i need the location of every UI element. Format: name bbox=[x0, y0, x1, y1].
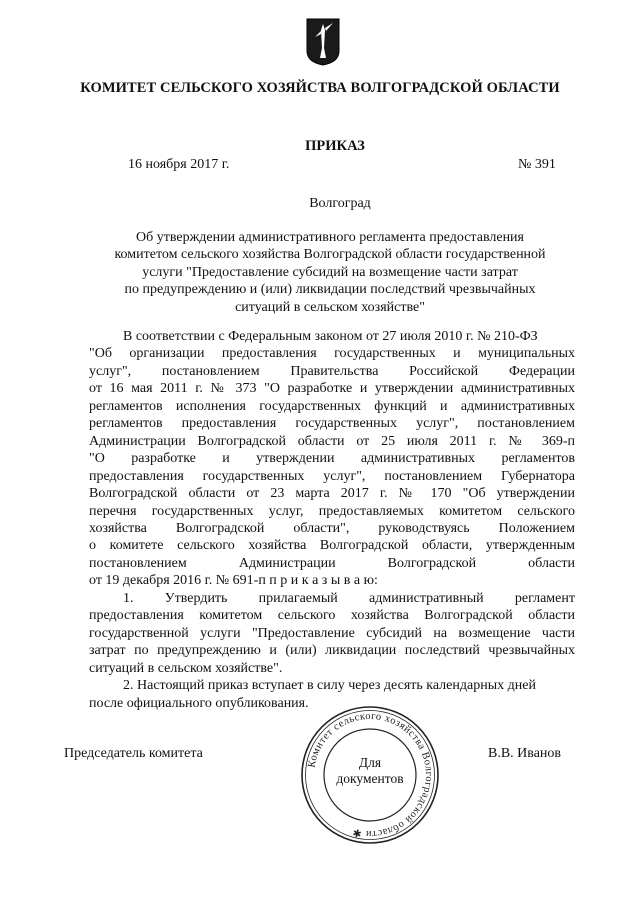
stamp-center-text bbox=[310, 755, 430, 787]
subject-line: ситуаций в сельском хозяйстве" bbox=[235, 299, 425, 315]
body-line: В соответствии с Федеральным законом от 27 июля 2010 г. № 210-ФЗ bbox=[123, 329, 538, 344]
body-line: 2. Настоящий приказ вступает в силу через десять календарных дней bbox=[123, 678, 536, 694]
body-line: Администрации Волгоградской области от 25 июля 2011 г. № 369-п bbox=[89, 433, 575, 449]
body-line: хозяйства Волгоградской области", руководствуясь Положением bbox=[89, 520, 575, 536]
subject-line: услуги "Предоставление субсидий на возмещение части затрат bbox=[142, 264, 518, 280]
order-subject bbox=[80, 229, 580, 316]
body-line: постановлением Администрации Волгоградской области bbox=[89, 555, 575, 571]
body-line: государственной услуги "Предоставление субсидий на возмещение части bbox=[89, 625, 575, 641]
stamp-center-line: документов bbox=[336, 771, 404, 786]
stamp-center-line: Для bbox=[358, 755, 382, 770]
city: Волгоград bbox=[309, 196, 371, 211]
order-date: 16 ноября 2017 г. bbox=[128, 157, 230, 172]
body-line: Волгоградской области от 23 марта 2017 г. № 170 "Об утверждении bbox=[89, 486, 575, 502]
body-line: регламентов исполнения государственных функций и административных bbox=[89, 398, 575, 414]
signatory-position: Председатель комитета bbox=[64, 746, 203, 761]
body-line: услуг", постановлением Правительства Российской Федерации bbox=[89, 363, 575, 379]
body-line: ситуаций в сельском хозяйстве". bbox=[89, 660, 283, 676]
subject-line: по предупреждению и (или) ликвидации последствий чрезвычайных bbox=[124, 282, 536, 298]
body-line: предоставления государственных услуг", постановлением Губернатора bbox=[89, 468, 575, 484]
body-line: предоставления комитетом сельского хозяйства Волгоградской области bbox=[89, 608, 575, 624]
body-line: 1. Утвердить прилагаемый административный регламент bbox=[123, 590, 575, 606]
volgograd-emblem-icon bbox=[306, 18, 340, 66]
body-line: после официального опубликования. bbox=[89, 695, 309, 711]
body-line: "Об организации предоставления государственных и муниципальных bbox=[89, 346, 575, 362]
body-line: затрат по предупреждению и (или) ликвидации последствий чрезвычайных bbox=[89, 643, 575, 659]
order-number: № 391 bbox=[518, 157, 556, 172]
document-title: ПРИКАЗ bbox=[305, 138, 365, 154]
stamp-ring-text: Комитет сельского хозяйства Волгоградской области ✱ bbox=[306, 710, 435, 840]
subject-line: Об утверждении административного регламента предоставления bbox=[136, 230, 524, 245]
organization-name: КОМИТЕТ СЕЛЬСКОГО ХОЗЯЙСТВА ВОЛГОГРАДСКОЙ ОБЛАСТИ bbox=[80, 80, 560, 96]
body-line: от 16 мая 2011 г. № 373 "О разработке и утверждении административных bbox=[89, 381, 575, 397]
body-line: регламентов предоставления государственных услуг", постановлением bbox=[89, 416, 575, 432]
body-line: "О разработке и утверждении административных регламентов bbox=[89, 451, 575, 467]
body-line: от 19 декабря 2016 г. № 691-п п р и к а з ы в а ю: bbox=[89, 573, 378, 589]
body-line: о комитете сельского хозяйства Волгоградской области, утвержденным bbox=[89, 538, 575, 554]
signatory-name: В.В. Иванов bbox=[488, 746, 562, 761]
order-body bbox=[89, 328, 575, 712]
subject-line: комитетом сельского хозяйства Волгоградской области государственной bbox=[114, 247, 546, 263]
body-line: перечня государственных услуг, предоставляемых комитетом сельского bbox=[89, 503, 575, 519]
